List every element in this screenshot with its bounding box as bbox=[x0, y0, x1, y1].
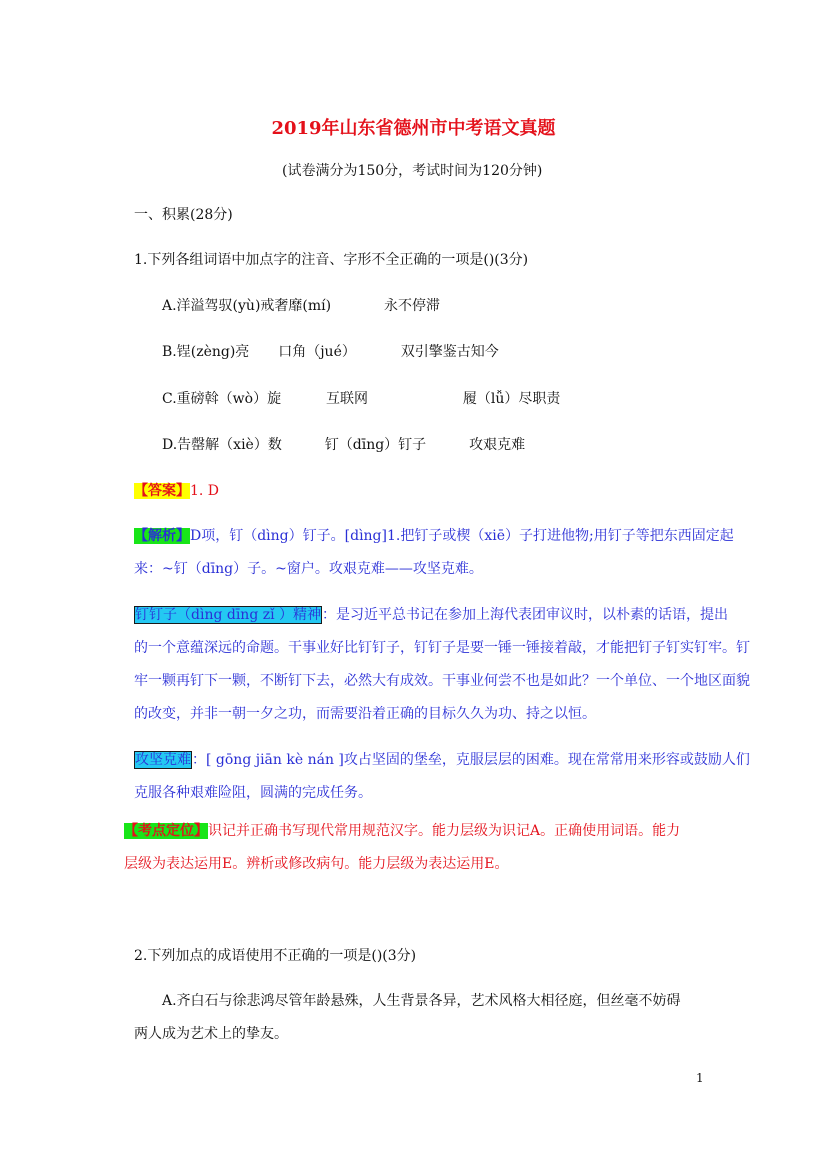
note-nail-line-2: 的一个意蕴深远的命题。干事业好比钉钉子，钉钉子是要一锤一锤接着敲，才能把钉子钉实钉牢。钉 bbox=[134, 640, 750, 656]
option-d bbox=[162, 435, 525, 455]
question-2-stem: 2.下列加点的成语使用不正确的一项是()(3分) bbox=[134, 948, 417, 964]
note-nail-line-1: ：是习近平总书记在参加上海代表团审议时，以朴素的话语，提出 bbox=[322, 607, 729, 623]
note-nail-line-4: 的改变，并非一朝一夕之功，而需要沿着正确的目标久久为功、持之以恒。 bbox=[134, 706, 596, 722]
note-nail-line-3: 牢一颗再钉下一颗，不断钉下去，必然大有成效。干事业何尝不也是如此？一个单位、一个地区面貌 bbox=[134, 673, 750, 689]
option-b-word: 口角（jué） bbox=[278, 344, 356, 360]
option-c-text: C.重磅斡（wò）旋 bbox=[162, 391, 282, 407]
knowledge-point-tag: 【考点定位】 bbox=[124, 823, 208, 839]
option-c bbox=[162, 389, 560, 409]
option-b bbox=[162, 342, 499, 362]
knowledge-point-line-1: 识记并正确书写现代常用规范汉字。能力层级为识记A。正确使用词语。能力 bbox=[208, 823, 681, 839]
note-overcome-line-2: 克服各种艰难险阻，圆满的完成任务。 bbox=[134, 785, 372, 801]
option-d-word2: 攻艰克难 bbox=[469, 437, 526, 453]
analysis-tag: 【解析】 bbox=[134, 528, 190, 544]
doc-subtitle: (试卷满分为150分，考试时间为120分钟) bbox=[282, 163, 543, 179]
question-1-stem: 1.下列各组词语中加点字的注音、字形不全正确的一项是()(3分) bbox=[134, 252, 529, 268]
option-b-text: B.锃(zèng)亮 bbox=[162, 344, 250, 360]
q2-option-a-line-1: A.齐白石与徐悲鸿尽管年龄悬殊，人生背景各异，艺术风格大相径庭，但丝毫不妨碍 bbox=[162, 993, 681, 1009]
analysis-line-2: 来：~钉（dīng）子。~窗户。攻艰克难——攻坚克难。 bbox=[134, 561, 483, 577]
note-overcome bbox=[134, 744, 750, 810]
page-number: 1 bbox=[696, 1071, 704, 1085]
section-heading: 一、积累(28分) bbox=[134, 207, 233, 223]
option-b-word2: 双引擎鉴古知今 bbox=[400, 344, 499, 360]
q2-option-a bbox=[134, 985, 722, 1051]
q2-option-a-line-2: 两人成为艺术上的挚友。 bbox=[134, 1026, 288, 1042]
answer-text: 1. D bbox=[190, 483, 220, 499]
answer-tag: 【答案】 bbox=[134, 483, 190, 499]
option-a bbox=[162, 296, 440, 316]
knowledge-point-line-2: 层级为表达运用E。辨析或修改病句。能力层级为表达运用E。 bbox=[124, 856, 509, 872]
analysis-line-1: D项，钉（dìng）钉子。[dìng]1.把钉子或楔（xiē）子打进他物;用钉子等把东西固定起 bbox=[190, 528, 734, 544]
option-d-text: D.告罄解（xiè）数 bbox=[162, 437, 282, 453]
analysis-block bbox=[134, 520, 734, 586]
option-a-word: 永不停滞 bbox=[384, 298, 440, 314]
doc-title: 2019年山东省德州市中考语文真题 bbox=[271, 118, 556, 139]
note-nail-tag: 钉钉子（dìng dīng zǐ ）精神 bbox=[135, 607, 322, 623]
answer-line bbox=[134, 481, 219, 501]
note-overcome-tag: 攻坚克难 bbox=[135, 752, 191, 768]
note-nail-spirit bbox=[134, 599, 750, 731]
knowledge-point bbox=[124, 815, 714, 881]
option-c-word: 互联网 bbox=[325, 391, 368, 407]
option-d-word: 钉（dīng）钉子 bbox=[324, 437, 427, 453]
option-c-word2: 履（lǚ）尽职责 bbox=[462, 391, 561, 407]
note-overcome-line-1: ：[ gōng jiān kè nán ]攻占坚固的堡垒，克服层层的困难。现在常常用来形容或鼓励人们 bbox=[192, 752, 750, 768]
option-a-text: A.洋溢驾驭(yù)戒奢靡(mí) bbox=[162, 298, 332, 314]
